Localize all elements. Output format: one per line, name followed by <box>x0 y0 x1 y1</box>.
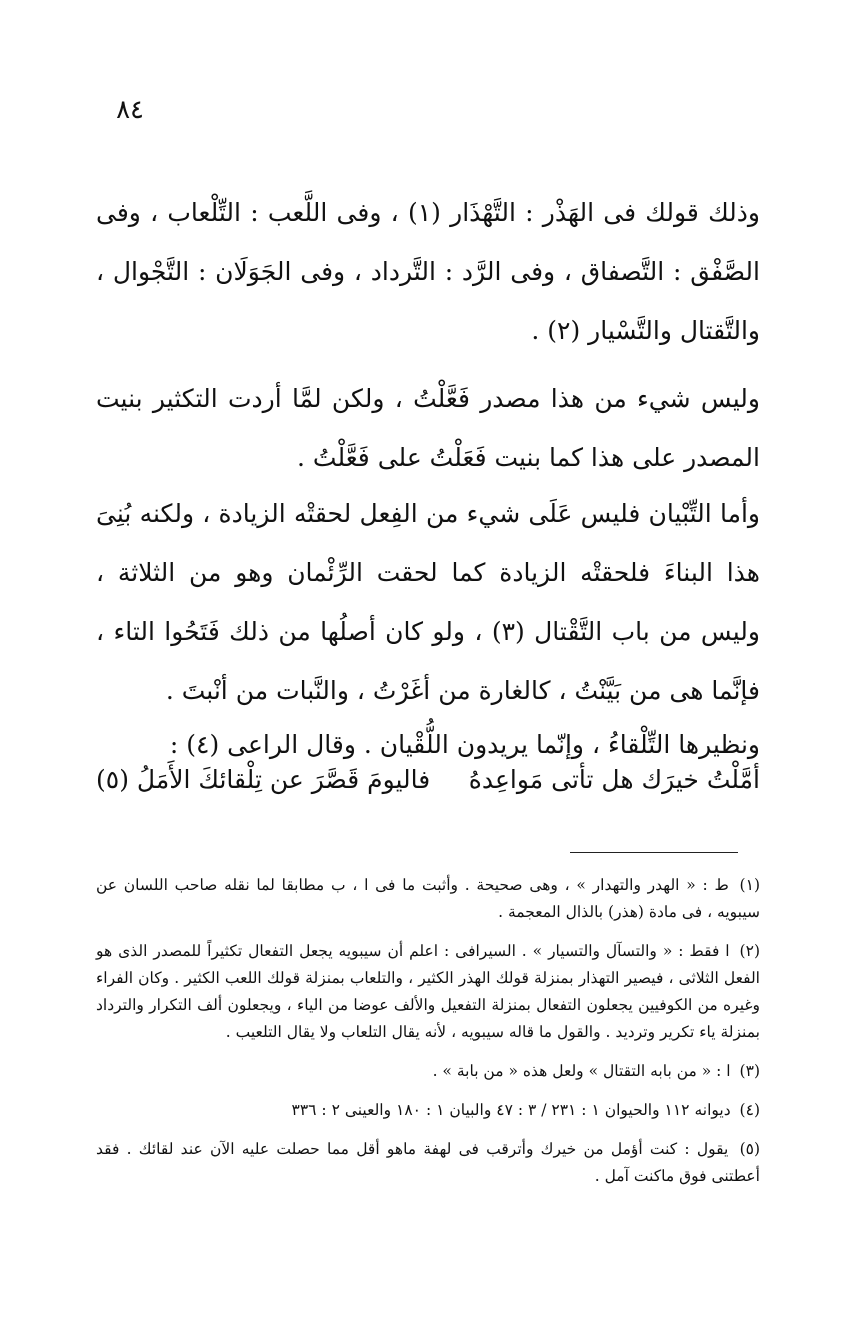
paragraph-2: وليس شيء من هذا مصدر فَعَّلْتُ ، ولكن لمَّا أردت التكثير بنيت المصدر على هذا كما بنيت فَعَلْتُ على فَعَّلْتُ . <box>96 384 760 472</box>
paragraph-4: ونظيرها التِّلْقاءُ ، وإنّما يريدون اللُّقْيان . وقال الراعى (٤) : <box>169 730 760 759</box>
footnote-5 <box>96 1136 760 1190</box>
footnote-text: يقول : كنت أؤمل من خيرك وأترقب فى لهفة ماهو أقل مما حصلت عليه الآن عند لقائك . فقد أعطتنى فوق ماكنت آمل . <box>96 1140 760 1185</box>
footnote-3 <box>96 1058 760 1085</box>
footnote-number: (٥) <box>739 1140 761 1158</box>
paragraph-1: وذلك قولك فى الهَذْر : التَّهْذَار (١) ، وفى اللَّعب : التِّلْعاب ، وفى الصَّفْق : التَّصفاق ، وفى الرَّد : التَّرداد ، وفى الجَوَلَان : التَّجْوال ، والتَّقتال والتَّسْيار (٢) . <box>96 198 760 345</box>
footnote-4 <box>96 1097 760 1124</box>
footnote-number: (٣) <box>739 1062 760 1080</box>
footnote-separator <box>570 852 738 853</box>
footnote-2 <box>96 938 760 1046</box>
footnote-text: ط : « الهدر والتهدار » ، وهى صحيحة . وأثبت ما فى ا ، ب مطابقا لما نقله صاحب اللسان عن سيبويه ، فى مادة (هذر) بالذال المعجمة . <box>96 876 760 921</box>
verse-first-hemistich: أمَّلْتُ خيرَك هل تأتى مَواعِدهُ <box>468 765 760 794</box>
footnote-number: (٤) <box>739 1101 760 1119</box>
page-number: ٨٤ <box>116 95 144 125</box>
footnote-text: ديوانه ١١٢ والحيوان ١ : ٢٣١ / ٣ : ٤٧ والبيان ١ : ١٨٠ والعينى ٢ : ٣٣٦ <box>291 1101 731 1119</box>
footnote-number: (١) <box>739 876 760 894</box>
footnote-text: ا : « من بابه التقتال » ولعل هذه « من بابة » . <box>432 1062 731 1080</box>
footnote-number: (٢) <box>739 942 760 960</box>
paragraph-3: وأما التِّبْيان فليس عَلَى شيء من الفِعل لحقتْه الزيادة ، ولكنه بُنِىَ هذا البناءَ فلحقتْه الزيادة كما لحقت الرِّئْمان وهو من الثلاثة ، وليس من باب التَّقْتال (٣) ، ولو كان أصلُها من ذلك فَتَحُوا التاء ، فإنَّما هى من بَيَّنْتُ ، كالغارة من أغَرْتُ ، والنَّبات من أنْبتَ . <box>96 499 760 705</box>
footnotes <box>96 872 760 1202</box>
verse-second-hemistich: فاليومَ قَصَّرَ عن تِلْقائكَ الأَمَلُ (٥) <box>96 765 431 794</box>
footnote-1 <box>96 872 760 926</box>
poetry-verse <box>96 750 760 809</box>
footnote-text: ا فقط : « والتسآل والتسيار » . السيرافى : اعلم أن سيبويه يجعل التفعال تكثيراً للمصدر الذى هو الفعل الثلاثى ، فيصير التهذار بمنزلة قولك الهذر الكثير ، والتلعاب بمنزلة قولك اللعب الكثير . وكان الفراء وغيره من الكوفيين يجعلون التفعال بمنزلة التفعيل والألف عوضا من الياء ، ويجعلون ألف التكرار والترداد بمنزلة ياء تكرير وترديد . والقول ما قاله سيبويه ، لأنه يقال التلعاب ولا يقال التلعيب . <box>96 942 760 1041</box>
